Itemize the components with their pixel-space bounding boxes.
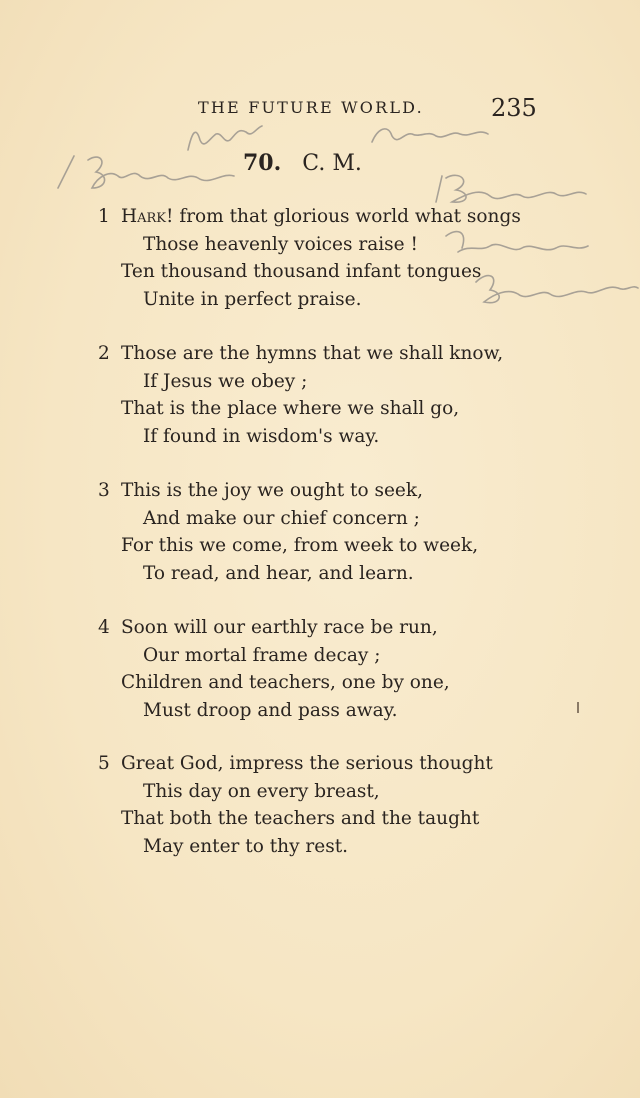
verse-line — [98, 750, 578, 778]
verse-line: And make our chief concern ; — [143, 507, 420, 529]
first-word: Hark — [121, 206, 167, 227]
verse-line: For this we come, from week to week, — [121, 535, 479, 556]
page-number: 235 — [491, 94, 537, 122]
verse-number: 2 — [98, 343, 110, 364]
hymn-number: 70. — [243, 150, 282, 176]
stanza — [98, 340, 578, 450]
hymn-meter: C. M. — [302, 151, 362, 176]
stanza — [98, 477, 578, 587]
verse-line: Unite in perfect praise. — [143, 288, 362, 310]
verse-line-text: Those are the hymns that we shall know, — [121, 343, 504, 364]
verse-line-text: This is the joy we ought to seek, — [121, 480, 423, 501]
stanza — [98, 614, 578, 724]
stanza — [98, 203, 578, 313]
running-title: THE FUTURE WORLD. — [198, 98, 424, 117]
verse-line: That both the teachers and the taught — [121, 808, 480, 829]
verse-line: To read, and hear, and learn. — [143, 562, 414, 584]
verse-line: If found in wisdom's way. — [143, 425, 380, 447]
verse-line: This day on every breast, — [143, 780, 380, 802]
verse-line-text: Great God, impress the serious thought — [121, 753, 493, 774]
verse-number: 4 — [98, 617, 110, 638]
verse-line — [98, 203, 578, 231]
verse-number: 1 — [98, 206, 110, 227]
verse-line: Our mortal frame decay ; — [143, 644, 381, 666]
verse-line: Ten thousand thousand infant tongues — [121, 261, 482, 282]
verse-number: 3 — [98, 480, 110, 501]
verse-line: Those heavenly voices raise ! — [143, 233, 418, 255]
verse-line: Children and teachers, one by one, — [121, 672, 450, 693]
verse-line-text: Soon will our earthly race be run, — [121, 617, 438, 638]
verse-line: May enter to thy rest. — [143, 835, 349, 857]
verse-line — [98, 614, 578, 642]
verse-line-text: ! from that glorious world what songs — [166, 206, 521, 227]
verse-line — [98, 477, 578, 505]
hymn-heading — [243, 150, 362, 176]
margin-mark — [577, 702, 579, 713]
verse-line: Must droop and pass away. — [143, 699, 398, 721]
verse-number: 5 — [98, 753, 110, 774]
verse-line: That is the place where we shall go, — [121, 398, 460, 419]
verse-line: If Jesus we obey ; — [143, 370, 308, 392]
stanza — [98, 750, 578, 860]
verse-line — [98, 340, 578, 368]
